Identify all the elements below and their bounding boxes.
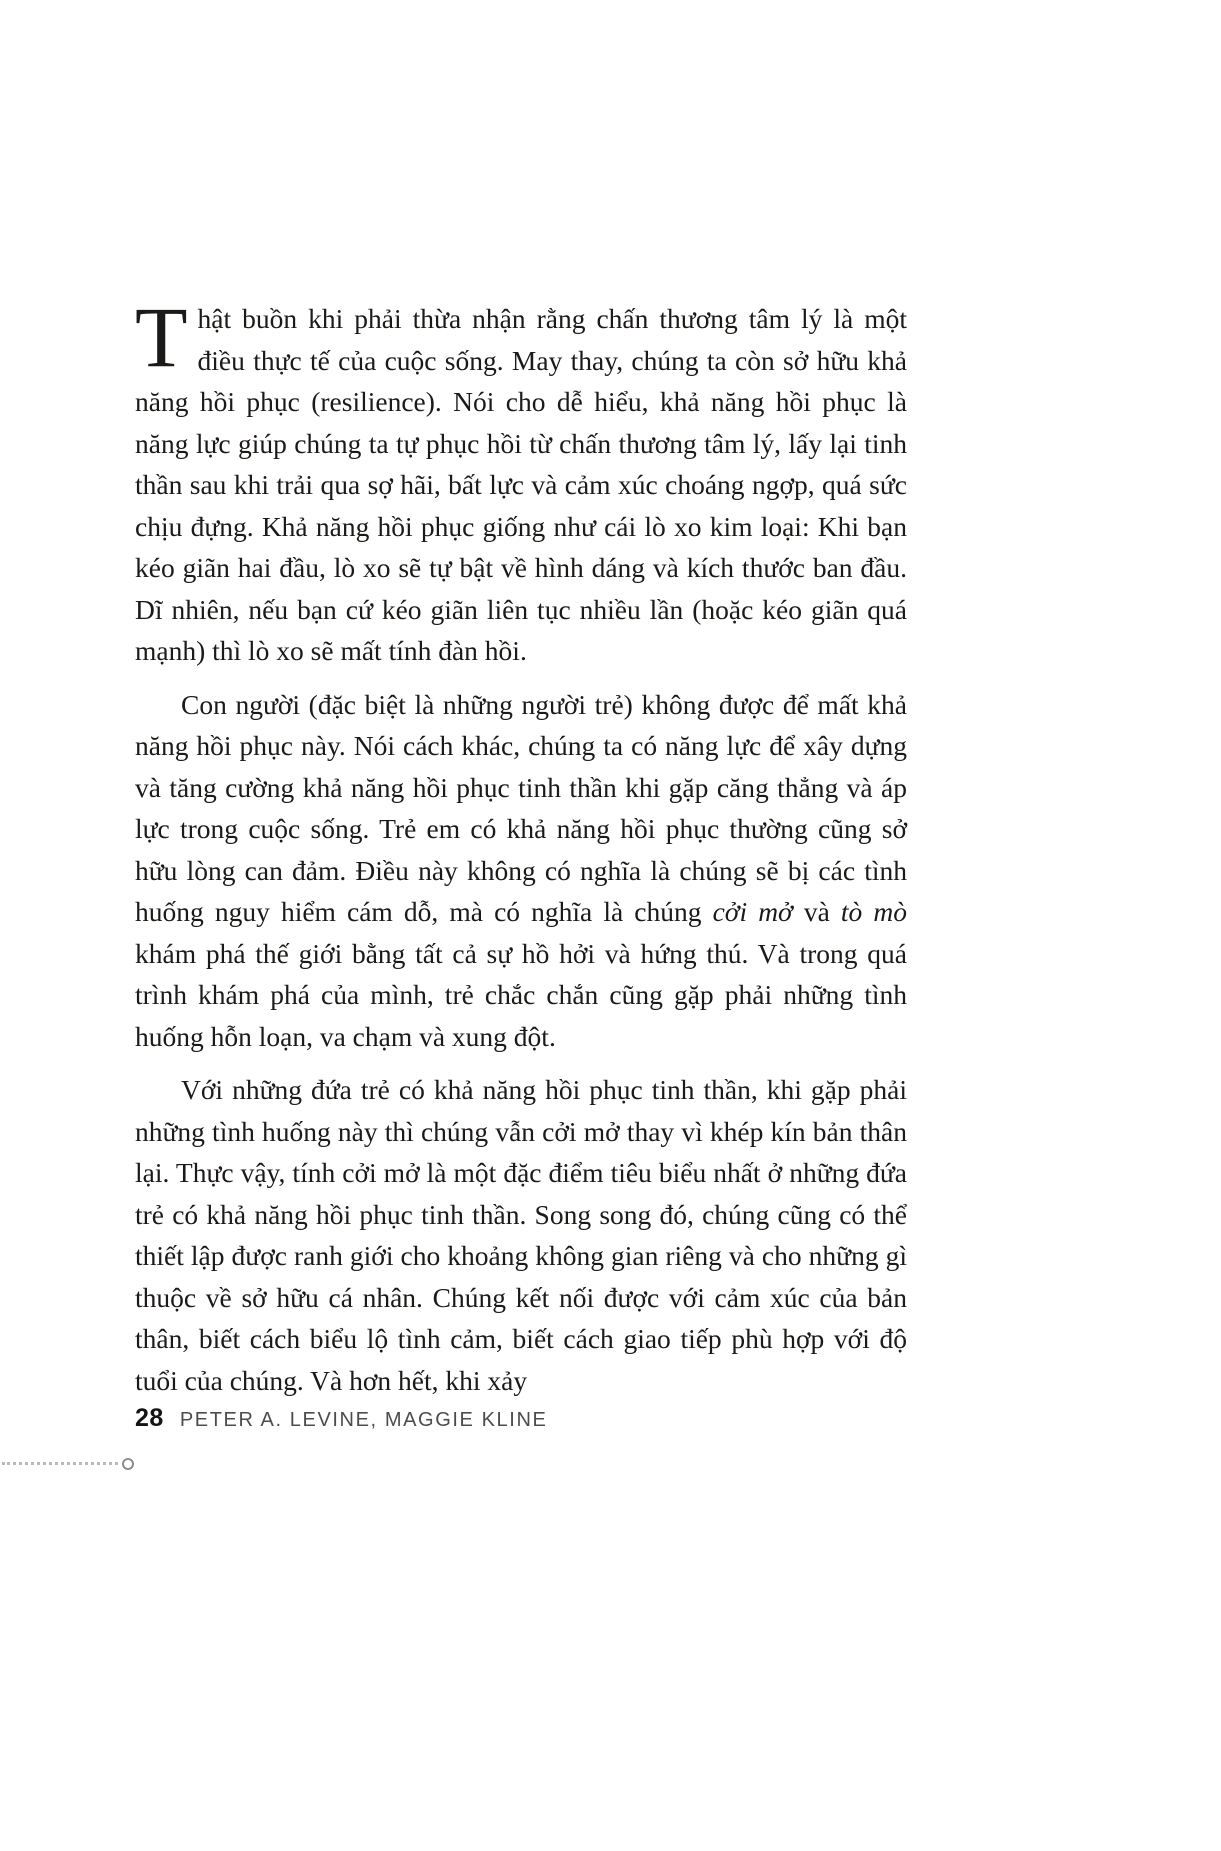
paragraph-2-italic-coi-mo: cởi mở <box>712 896 793 927</box>
footer-authors: PETER A. LEVINE, MAGGIE KLINE <box>179 1409 548 1431</box>
paragraph-3 <box>135 1069 907 1401</box>
paragraph-2-text: khám phá thế giới bằng tất cả sự hồ hởi và hứng thú. Và trong quá trình khám phá của mình, trẻ chắc chắn cũng gặp phải những tình huống hỗn loạn, va chạm và xung đột. <box>135 937 907 1052</box>
paragraph-3-text: Với những đứa trẻ có khả năng hồi phục tinh thần, khi gặp phải những tình huống này thì chúng vẫn cởi mở thay vì khép kín bản thân lại. Thực vậy, tính cởi mở là một đặc điểm tiêu biểu nhất ở những đứa trẻ có khả năng hồi phục tinh thần. Song song đó, chúng cũng có thể thiết lập được ranh giới cho khoảng không gian riêng và cho những gì thuộc về sở hữu cá nhân. Chúng kết nối được với cảm xúc của bản thân, biết cách biểu lộ tình cảm, biết cách giao tiếp phù hợp với độ tuổi của chúng. Và hơn hết, khi xảy <box>135 1074 907 1396</box>
paragraph-2-text: Con người (đặc biệt là những người trẻ) không được để mất khả năng hồi phục này. Nói cách khác, chúng ta có năng lực để xây dựng và tăng cường khả năng hồi phục tinh thần khi gặp căng thẳng và áp lực trong cuộc sống. Trẻ em có khả năng hồi phục thường cũng sở hữu lòng can đảm. Điều này không có nghĩa là chúng sẽ bị các tình huống nguy hiểm cám dỗ, mà có nghĩa là chúng <box>135 688 907 927</box>
paragraph-1 <box>135 289 907 672</box>
paragraph-2-italic-to-mo: tò mò <box>840 896 907 927</box>
margin-ornament <box>0 1456 140 1470</box>
paragraph-2-text: và <box>792 896 841 927</box>
dropcap-letter: T <box>135 289 188 385</box>
page-footer <box>135 1404 547 1433</box>
dotted-line <box>2 1462 118 1465</box>
page-number: 28 <box>135 1404 164 1432</box>
paragraph-2 <box>135 684 907 1058</box>
paragraph-1-text: hật buồn khi phải thừa nhận rằng chấn thương tâm lý là một điều thực tế của cuộc sống. May thay, chúng ta còn sở hữu khả năng hồi phục (resilience). Nói cho dễ hiểu, khả năng hồi phục là năng lực giúp chúng ta tự phục hồi từ chấn thương tâm lý, lấy lại tinh thần sau khi trải qua sợ hãi, bất lực và cảm xúc choáng ngợp, quá sức chịu đựng. Khả năng hồi phục giống như cái lò xo kim loại: Khi bạn kéo giãn hai đầu, lò xo sẽ tự bật về hình dáng và kích thước ban đầu. Dĩ nhiên, nếu bạn cứ kéo giãn liên tục nhiều lần (hoặc kéo giãn quá mạnh) thì lò xo sẽ mất tính đàn hồi. <box>135 303 907 666</box>
body-text-block <box>135 289 907 1413</box>
circle-marker-icon <box>122 1458 134 1470</box>
